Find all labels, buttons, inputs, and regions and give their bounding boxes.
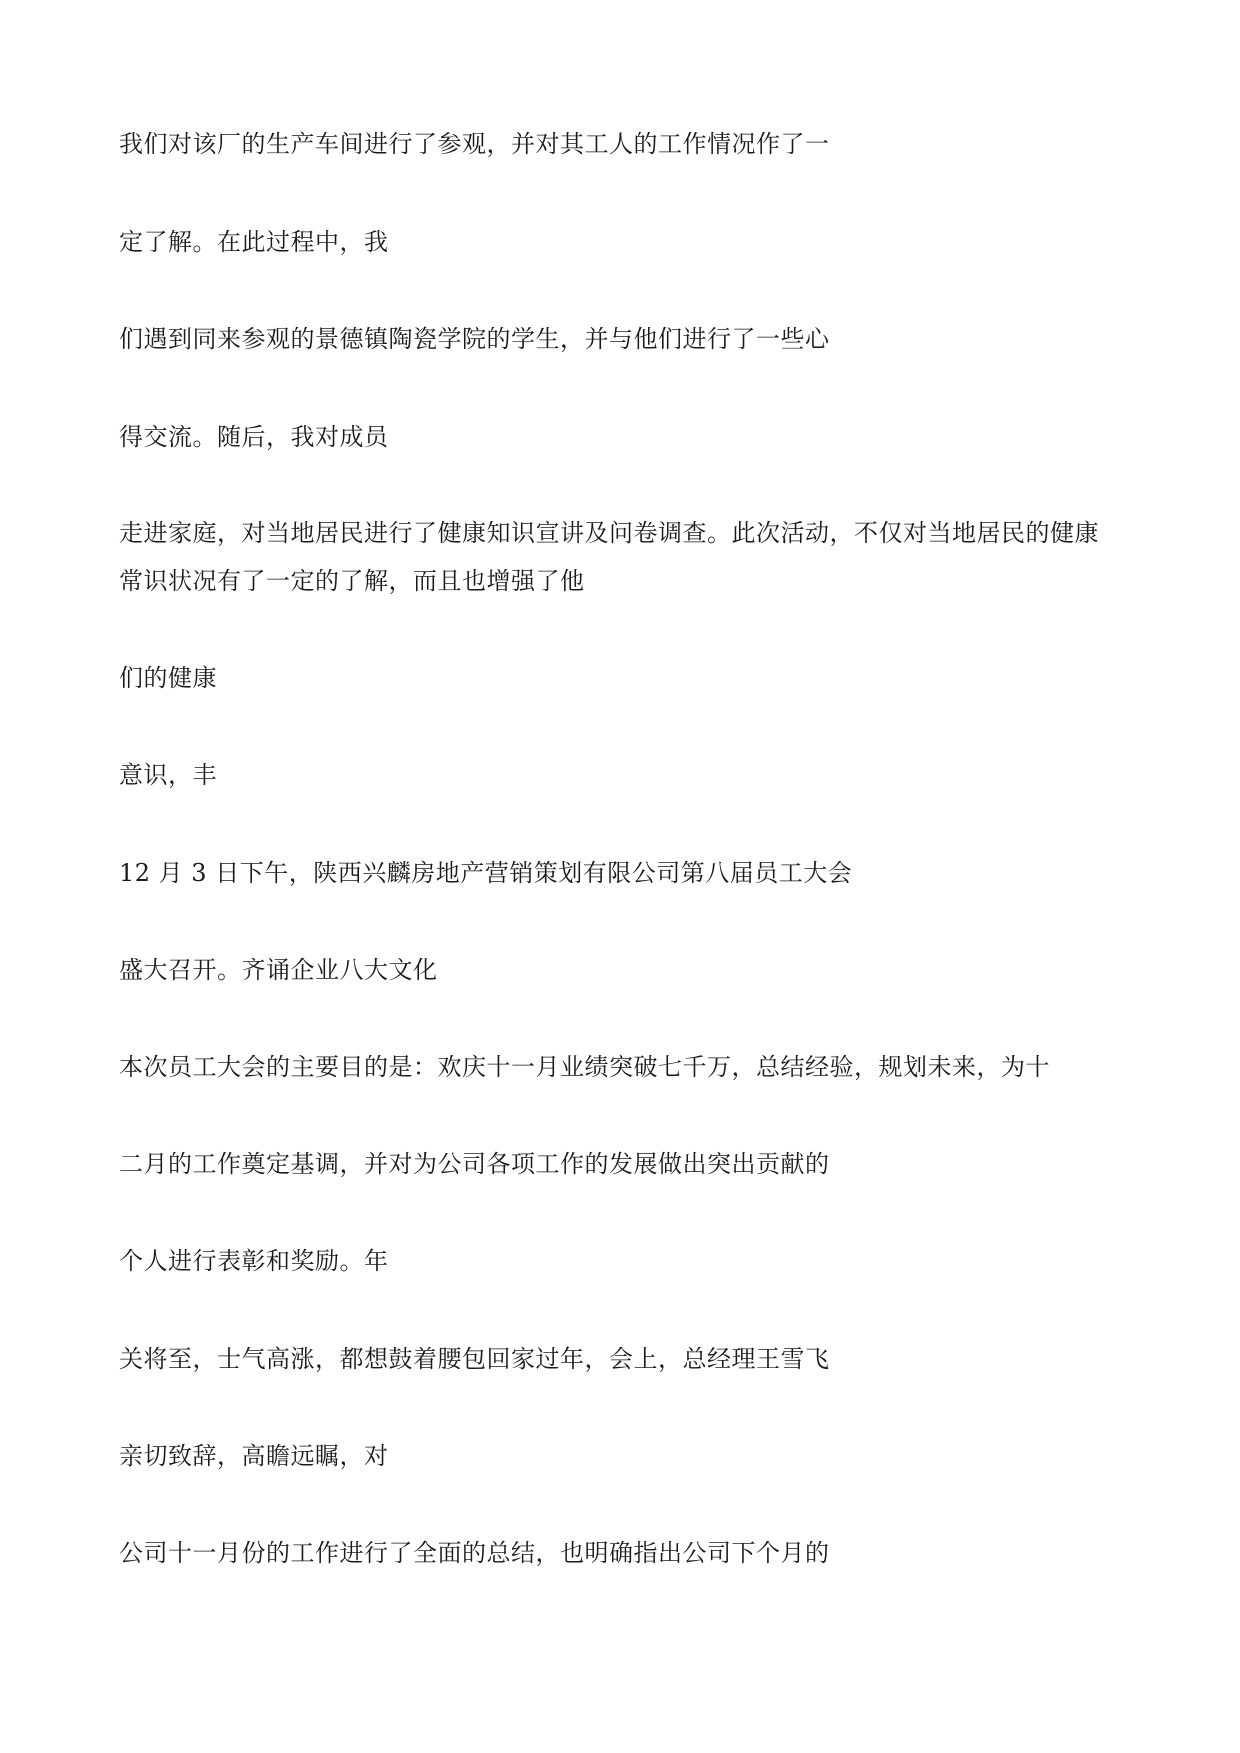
text-line: 定了解。在此过程中，我: [119, 228, 389, 256]
text-line: 公司十一月份的工作进行了全面的总结，也明确指出公司下个月的: [119, 1539, 830, 1567]
text-line: 常识状况有了一定的了解，而且也增强了他: [119, 567, 585, 595]
text-line: 关将至，士气高涨，都想鼓着腰包回家过年，会上，总经理王雪飞: [119, 1345, 830, 1373]
text-line: 12 月 3 日下午，陕西兴麟房地产营销策划有限公司第八届员工大会: [119, 859, 853, 887]
text-line: 亲切致辞，高瞻远瞩，对: [119, 1442, 389, 1470]
text-line: 盛大召开。齐诵企业八大文化: [119, 956, 438, 984]
text-line: 个人进行表彰和奖励。年: [119, 1247, 389, 1275]
text-line: 本次员工大会的主要目的是：欢庆十一月业绩突破七千万，总结经验，规划未来，为十: [119, 1053, 1050, 1081]
text-line: 二月的工作奠定基调，并对为公司各项工作的发展做出突出贡献的: [119, 1150, 830, 1178]
text-line: 得交流。随后，我对成员: [119, 423, 389, 451]
text-line: 意识，丰: [119, 761, 217, 789]
text-line: 走进家庭，对当地居民进行了健康知识宣讲及问卷调查。此次活动，不仅对当地居民的健康: [119, 519, 1099, 547]
text-line: 们的健康: [119, 664, 217, 692]
text-line: 我们对该厂的生产车间进行了参观，并对其工人的工作情况作了一: [119, 130, 830, 158]
text-line: 们遇到同来参观的景德镇陶瓷学院的学生，并与他们进行了一些心: [119, 325, 830, 353]
